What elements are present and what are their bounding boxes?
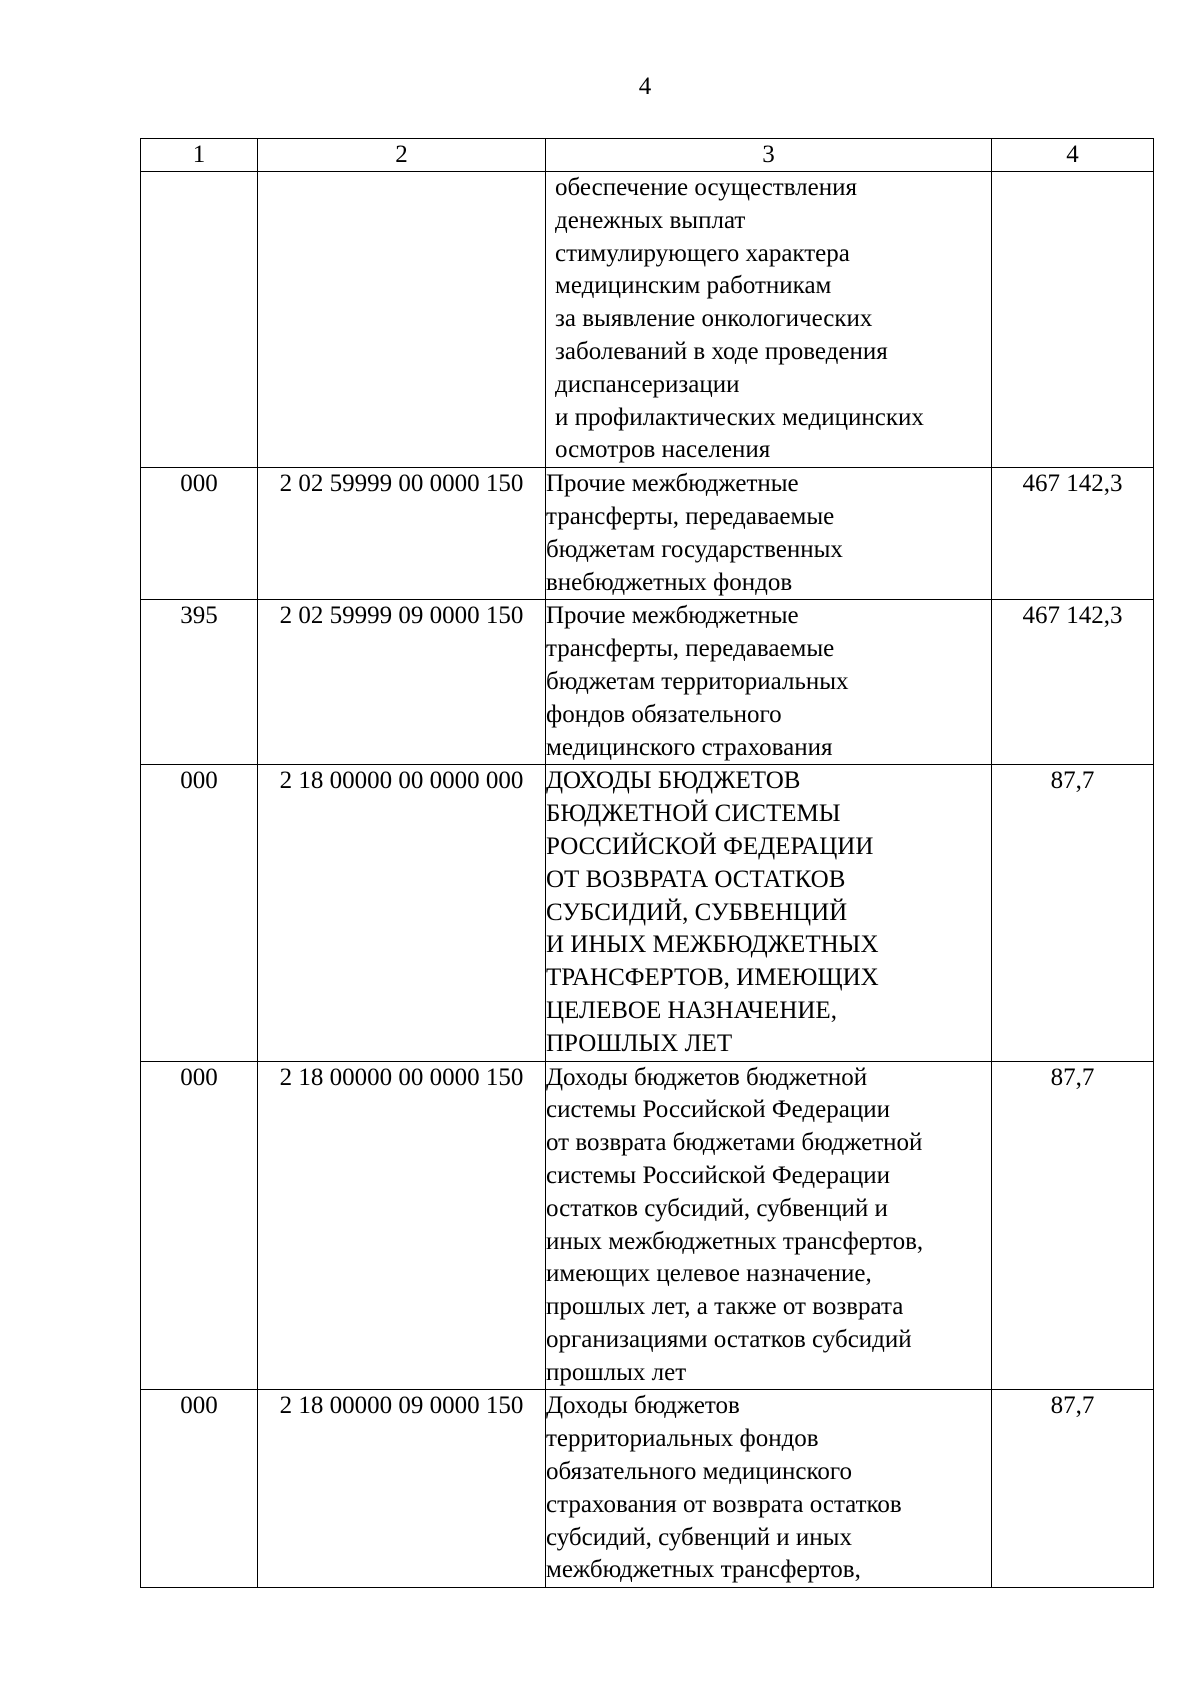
admin-code-cell: [141, 172, 258, 468]
description-line: субсидий, субвенций и иных: [546, 1523, 852, 1551]
description-line: ОТ ВОЗВРАТА ОСТАТКОВ: [546, 865, 846, 893]
table-row: [141, 1390, 1154, 1588]
description-line: стимулирующего характера: [555, 239, 850, 267]
description-line: И ИНЫХ МЕЖБЮДЖЕТНЫХ: [546, 931, 879, 959]
description-line: обеспечение осуществления: [555, 174, 858, 201]
budget-code-cell: 2 02 59999 00 0000 150: [258, 468, 546, 600]
description-line: трансферты, передаваемые: [546, 502, 835, 530]
description-line: Прочие межбюджетные: [546, 602, 799, 630]
description-line: прошлых лет, а также от возврата: [546, 1293, 904, 1321]
column-number-2: 2: [258, 139, 546, 172]
description-line: заболеваний в ходе проведения: [555, 337, 888, 365]
admin-code-cell: 000: [141, 1390, 258, 1588]
budget-code-cell: 2 18 00000 09 0000 150: [258, 1390, 546, 1588]
description-line: межбюджетных трансфертов,: [546, 1556, 861, 1584]
description-line: территориальных фондов: [546, 1425, 819, 1453]
table-row: [141, 765, 1154, 1061]
description-line: трансферты, передаваемые: [546, 635, 835, 663]
budget-code-cell: [258, 172, 546, 468]
description-line: бюджетам государственных: [546, 535, 843, 563]
description-line: имеющих целевое назначение,: [546, 1260, 872, 1288]
description-line: Доходы бюджетов: [546, 1392, 740, 1420]
description-line: ТРАНСФЕРТОВ, ИМЕЮЩИХ: [546, 964, 879, 992]
description-line: осмотров населения: [555, 436, 771, 464]
description-line: РОССИЙСКОЙ ФЕДЕРАЦИИ: [546, 832, 874, 860]
description-line: денежных выплат: [555, 206, 746, 234]
page-number: 4: [638, 73, 652, 100]
description-line: СУБСИДИЙ, СУБВЕНЦИЙ: [546, 898, 848, 926]
table-row: [141, 600, 1154, 765]
description-line: остатков субсидий, субвенций и: [546, 1194, 888, 1222]
column-number-4: 4: [992, 139, 1154, 172]
budget-code-cell: 2 18 00000 00 0000 000: [258, 765, 546, 1061]
description-line: системы Российской Федерации: [546, 1096, 890, 1124]
description-line: системы Российской Федерации: [546, 1161, 890, 1189]
budget-code-cell: 2 02 59999 09 0000 150: [258, 600, 546, 765]
amount-cell: 467 142,3: [992, 468, 1154, 600]
description-line: ЦЕЛЕВОЕ НАЗНАЧЕНИЕ,: [546, 996, 837, 1024]
description-line: ПРОШЛЫХ ЛЕТ: [546, 1029, 733, 1057]
description-line: ДОХОДЫ БЮДЖЕТОВ: [546, 767, 801, 795]
table-row: [141, 172, 1154, 468]
amount-cell: 87,7: [992, 765, 1154, 1061]
description-cell: [546, 172, 992, 468]
description-cell: [546, 600, 992, 765]
description-line: Доходы бюджетов бюджетной: [546, 1063, 868, 1091]
amount-cell: [992, 172, 1154, 468]
description-line: БЮДЖЕТНОЙ СИСТЕМЫ: [546, 800, 841, 828]
description-line: за выявление онкологических: [555, 305, 873, 333]
column-number-1: 1: [141, 139, 258, 172]
description-line: диспансеризации: [555, 370, 740, 398]
admin-code-cell: 000: [141, 468, 258, 600]
description-line: внебюджетных фондов: [546, 568, 793, 596]
description-line: обязательного медицинского: [546, 1458, 853, 1486]
description-line: медицинским работникам: [555, 272, 832, 300]
table-row: [141, 1061, 1154, 1390]
amount-cell: 467 142,3: [992, 600, 1154, 765]
column-number-row: [141, 139, 1154, 172]
description-line: страхования от возврата остатков: [546, 1490, 902, 1518]
description-line: медицинского страхования: [546, 733, 833, 761]
admin-code-cell: 000: [141, 1061, 258, 1390]
budget-code-cell: 2 18 00000 00 0000 150: [258, 1061, 546, 1390]
description-line: Прочие межбюджетные: [546, 470, 799, 498]
description-line: прошлых лет: [546, 1358, 687, 1386]
description-line: фондов обязательного: [546, 700, 782, 728]
description-line: от возврата бюджетами бюджетной: [546, 1129, 923, 1157]
description-cell: [546, 468, 992, 600]
description-cell: [546, 765, 992, 1061]
amount-cell: 87,7: [992, 1061, 1154, 1390]
budget-table: [140, 138, 1154, 1588]
description-line: организациями остатков субсидий: [546, 1325, 912, 1353]
description-cell: [546, 1390, 992, 1588]
amount-cell: 87,7: [992, 1390, 1154, 1588]
admin-code-cell: 000: [141, 765, 258, 1061]
admin-code-cell: 395: [141, 600, 258, 765]
table-row: [141, 468, 1154, 600]
description-line: бюджетам территориальных: [546, 667, 849, 695]
description-cell: [546, 1061, 992, 1390]
column-number-3: 3: [546, 139, 992, 172]
description-line: и профилактических медицинских: [555, 403, 924, 431]
description-line: иных межбюджетных трансфертов,: [546, 1227, 924, 1255]
